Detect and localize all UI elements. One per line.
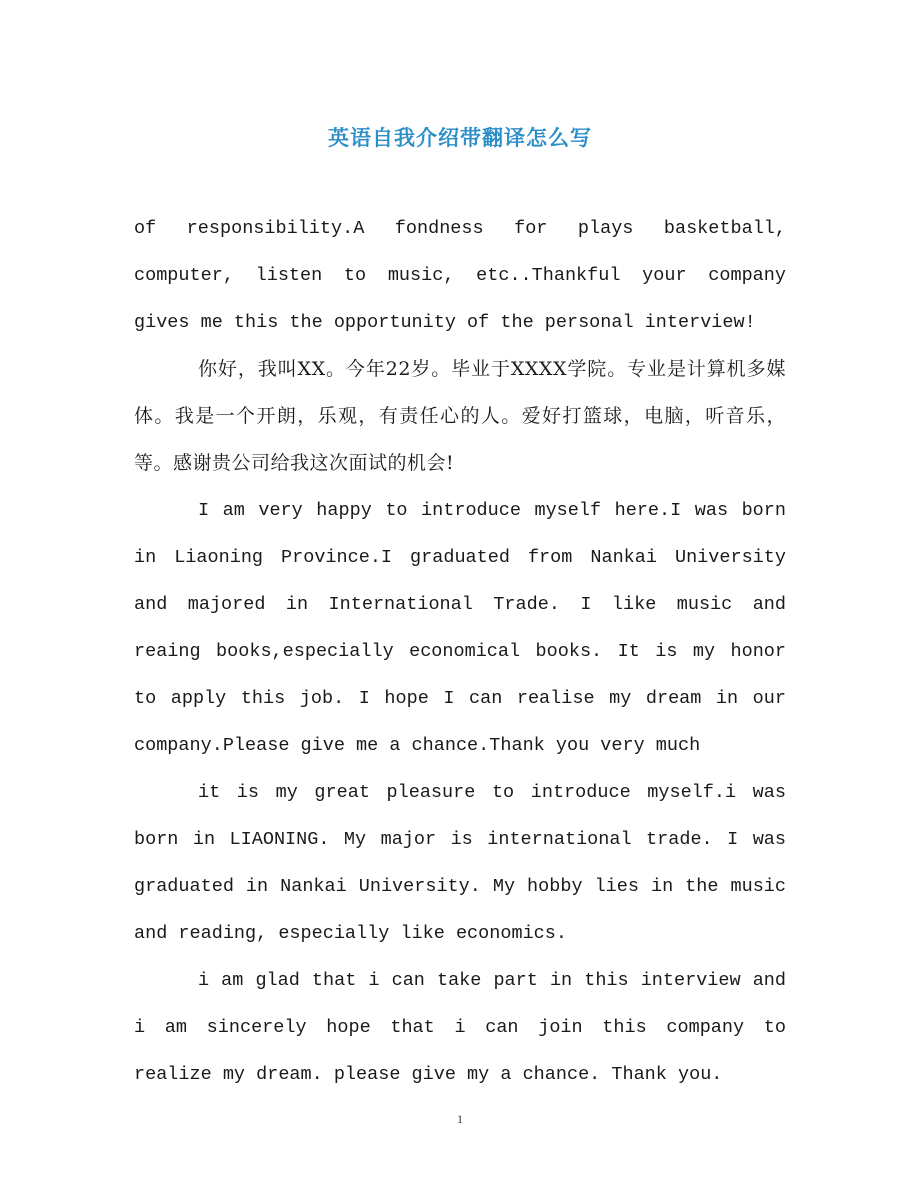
page-number: 1 [457, 1112, 463, 1126]
paragraph-introduction-2: it is my great pleasure to introduce myself.i was born in LIAONING. My major is international trade. I was graduated in Nankai University. My hobby lies in the music and reading, especially like economics. [134, 782, 786, 944]
paragraph-continuation: of responsibility.A fondness for plays basketball, computer, listen to music, etc..Thankful your company gives me this the opportunity of the personal interview! [134, 218, 786, 333]
document-body [134, 205, 786, 1098]
document-title: 英语自我介绍带翻译怎么写 [328, 125, 592, 150]
paragraph-chinese-translation: 你好，我叫XX。今年22岁。毕业于XXXX学院。专业是计算机多媒体。我是一个开朗，乐观，有责任心的人。爱好打篮球，电脑，听音乐，等。感谢贵公司给我这次面试的机会! [134, 358, 786, 474]
paragraph-closing: i am glad that i can take part in this interview and i am sincerely hope that i can join this company to realize my dream. please give my a chance. Thank you. [134, 970, 786, 1085]
paragraph-introduction-1: I am very happy to introduce myself here.I was born in Liaoning Province.I graduated from Nankai University and majored in International Trade. I like music and reaing books,especially economical books. It is my honor to apply this job. I hope I can realise my dream in our company.Please give me a chance.Thank you very much [134, 500, 786, 756]
